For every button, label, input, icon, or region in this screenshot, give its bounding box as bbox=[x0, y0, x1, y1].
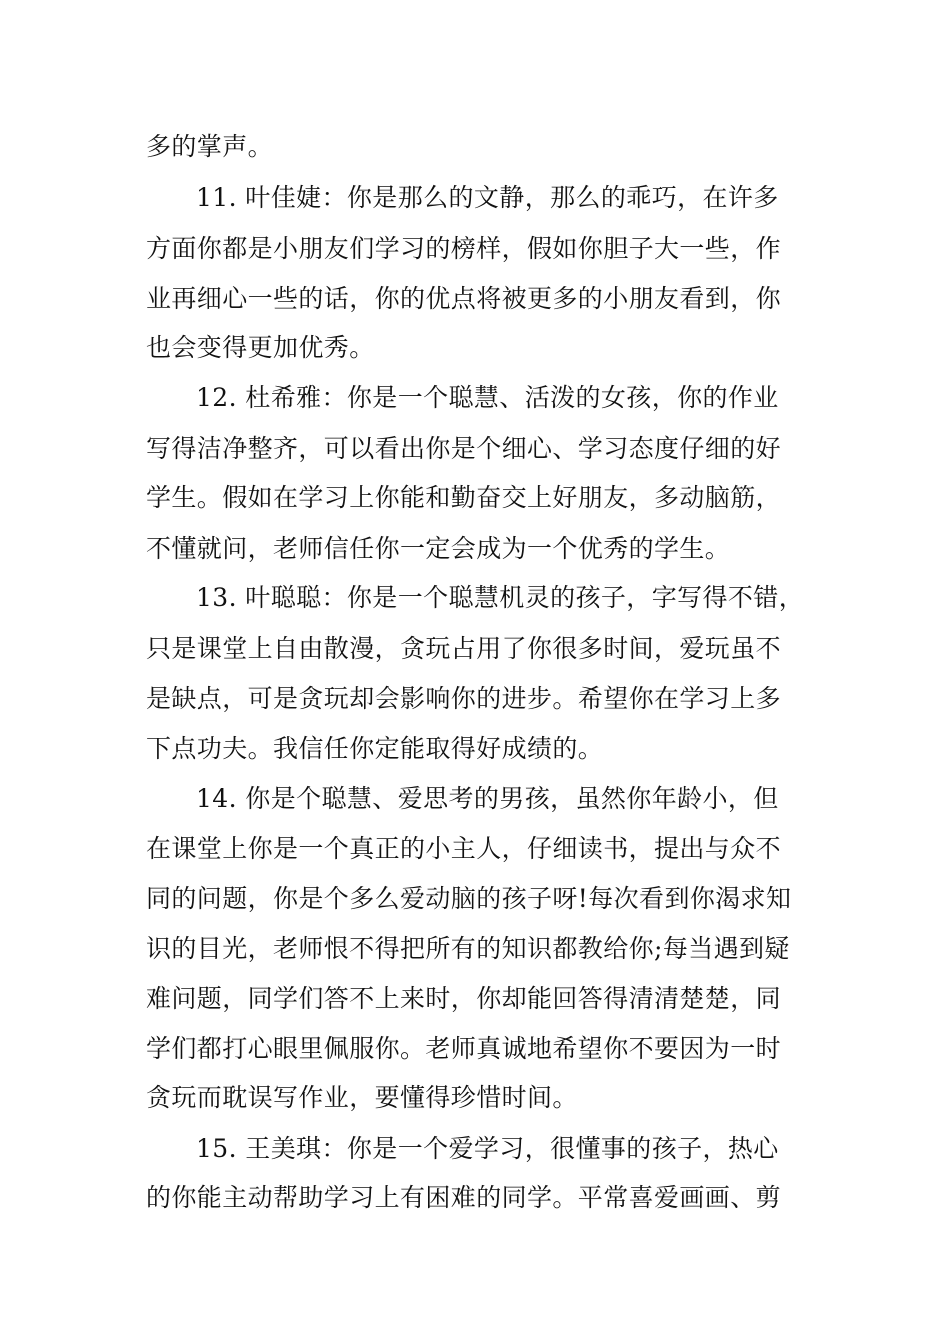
text-line: 同的问题，你是个多么爱动脑的孩子呀!每次看到你渴求知 bbox=[146, 884, 792, 913]
paragraph-15-start: 15. 王美琪：你是一个爱学习，很懂事的孩子，热心 bbox=[196, 1134, 779, 1163]
text-line: 业再细心一些的话，你的优点将被更多的小朋友看到，你 bbox=[146, 284, 782, 313]
text-line: 方面你都是小朋友们学习的榜样，假如你胆子大一些，作 bbox=[146, 234, 782, 263]
text-line: 多的掌声。 bbox=[146, 132, 274, 161]
text-line: 在课堂上你是一个真正的小主人，仔细读书，提出与众不 bbox=[146, 834, 782, 863]
paragraph-11-start: 11. 叶佳婕：你是那么的文静，那么的乖巧，在许多 bbox=[196, 183, 779, 212]
paragraph-12-start: 12. 杜希雅：你是一个聪慧、活泼的女孩，你的作业 bbox=[196, 383, 779, 412]
text-line: 下点功夫。我信任你定能取得好成绩的。 bbox=[146, 734, 604, 763]
text-line: 是缺点，可是贪玩却会影响你的进步。希望你在学习上多 bbox=[146, 684, 782, 713]
text-line: 难问题，同学们答不上来时，你却能回答得清清楚楚，同 bbox=[146, 984, 782, 1013]
text-line: 不懂就问，老师信任你一定会成为一个优秀的学生。 bbox=[146, 534, 731, 563]
paragraph-13-start: 13. 叶聪聪：你是一个聪慧机灵的孩子，字写得不错， bbox=[196, 583, 805, 612]
text-line: 也会变得更加优秀。 bbox=[146, 333, 375, 362]
text-line: 识的目光，老师恨不得把所有的知识都教给你;每当遇到疑 bbox=[146, 934, 790, 963]
text-line: 的你能主动帮助学习上有困难的同学。平常喜爱画画、剪 bbox=[146, 1183, 782, 1212]
text-line: 学们都打心眼里佩服你。老师真诚地希望你不要因为一时 bbox=[146, 1034, 782, 1063]
paragraph-14-start: 14. 你是个聪慧、爱思考的男孩，虽然你年龄小，但 bbox=[196, 784, 779, 813]
text-line: 学生。假如在学习上你能和勤奋交上好朋友，多动脑筋， bbox=[146, 483, 782, 512]
text-line: 只是课堂上自由散漫，贪玩占用了你很多时间，爱玩虽不 bbox=[146, 634, 782, 663]
text-line: 贪玩而耽误写作业，要懂得珍惜时间。 bbox=[146, 1083, 578, 1112]
text-line: 写得洁净整齐，可以看出你是个细心、学习态度仔细的好 bbox=[146, 434, 782, 463]
